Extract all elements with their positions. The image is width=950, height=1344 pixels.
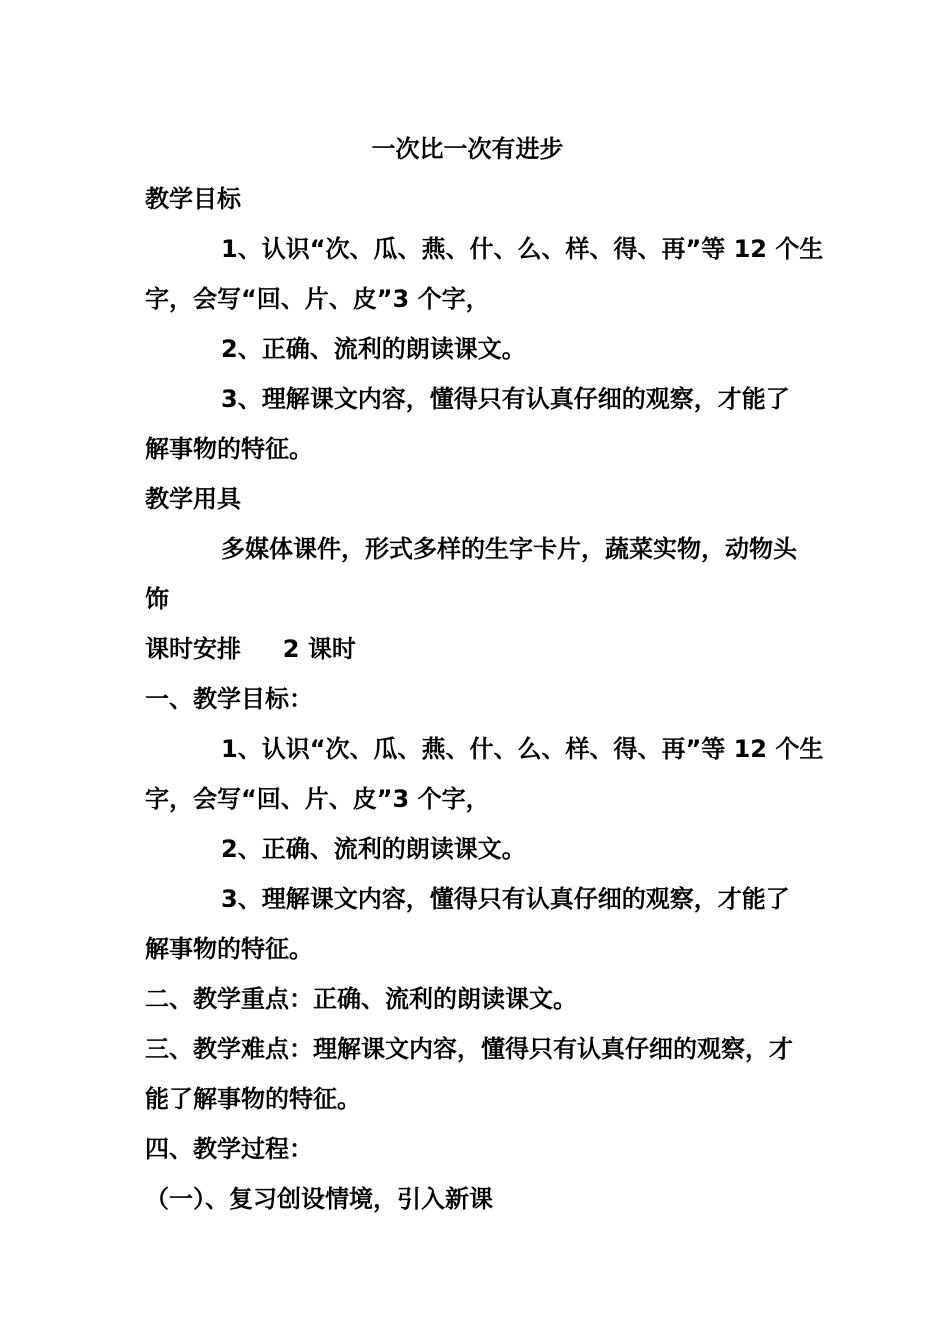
objective-3-line-2: 解事物的特征。	[145, 435, 313, 463]
section-3-difficulties-line-2: 能了解事物的特征。	[145, 1085, 361, 1113]
tools-line-1: 多媒体课件，形式多样的生字卡片，蔬菜实物，动物头	[221, 535, 797, 563]
section-heading-tools: 教学用具	[145, 485, 241, 513]
objective-1-line-1: 1、认识“次、瓜、燕、什、么、样、得、再”等 12 个生	[221, 235, 824, 263]
document-body	[145, 124, 824, 1224]
section-2-key-points: 二、教学重点：正确、流利的朗读课文。	[145, 985, 577, 1013]
section-1-objective-2: 2、正确、流利的朗读课文。	[221, 835, 526, 863]
section-3-difficulties-line-1: 三、教学难点：理解课文内容，懂得只有认真仔细的观察，才	[145, 1035, 793, 1063]
section-4-heading: 四、教学过程：	[145, 1135, 313, 1163]
tools-line-2: 饰	[145, 585, 169, 613]
section-1-objective-3-line-2: 解事物的特征。	[145, 935, 313, 963]
section-1-objective-3-line-1: 3、理解课文内容，懂得只有认真仔细的观察，才能了	[221, 885, 790, 913]
document-title: 一次比一次有进步	[371, 135, 564, 163]
objective-3-line-1: 3、理解课文内容，懂得只有认真仔细的观察，才能了	[221, 385, 790, 413]
section-heading-objectives: 教学目标	[145, 185, 241, 213]
section-1-objective-1-line-2: 字，会写“回、片、皮”3 个字，	[145, 785, 490, 813]
section-1-heading: 一、教学目标：	[145, 685, 313, 713]
schedule-line: 课时安排 2 课时	[145, 635, 356, 663]
objective-1-line-2: 字，会写“回、片、皮”3 个字，	[145, 285, 490, 313]
section-1-objective-1-line-1: 1、认识“次、瓜、燕、什、么、样、得、再”等 12 个生	[221, 735, 824, 763]
subsection-1-heading: （一）、复习创设情境，引入新课	[145, 1185, 493, 1213]
objective-2: 2、正确、流利的朗读课文。	[221, 335, 526, 363]
